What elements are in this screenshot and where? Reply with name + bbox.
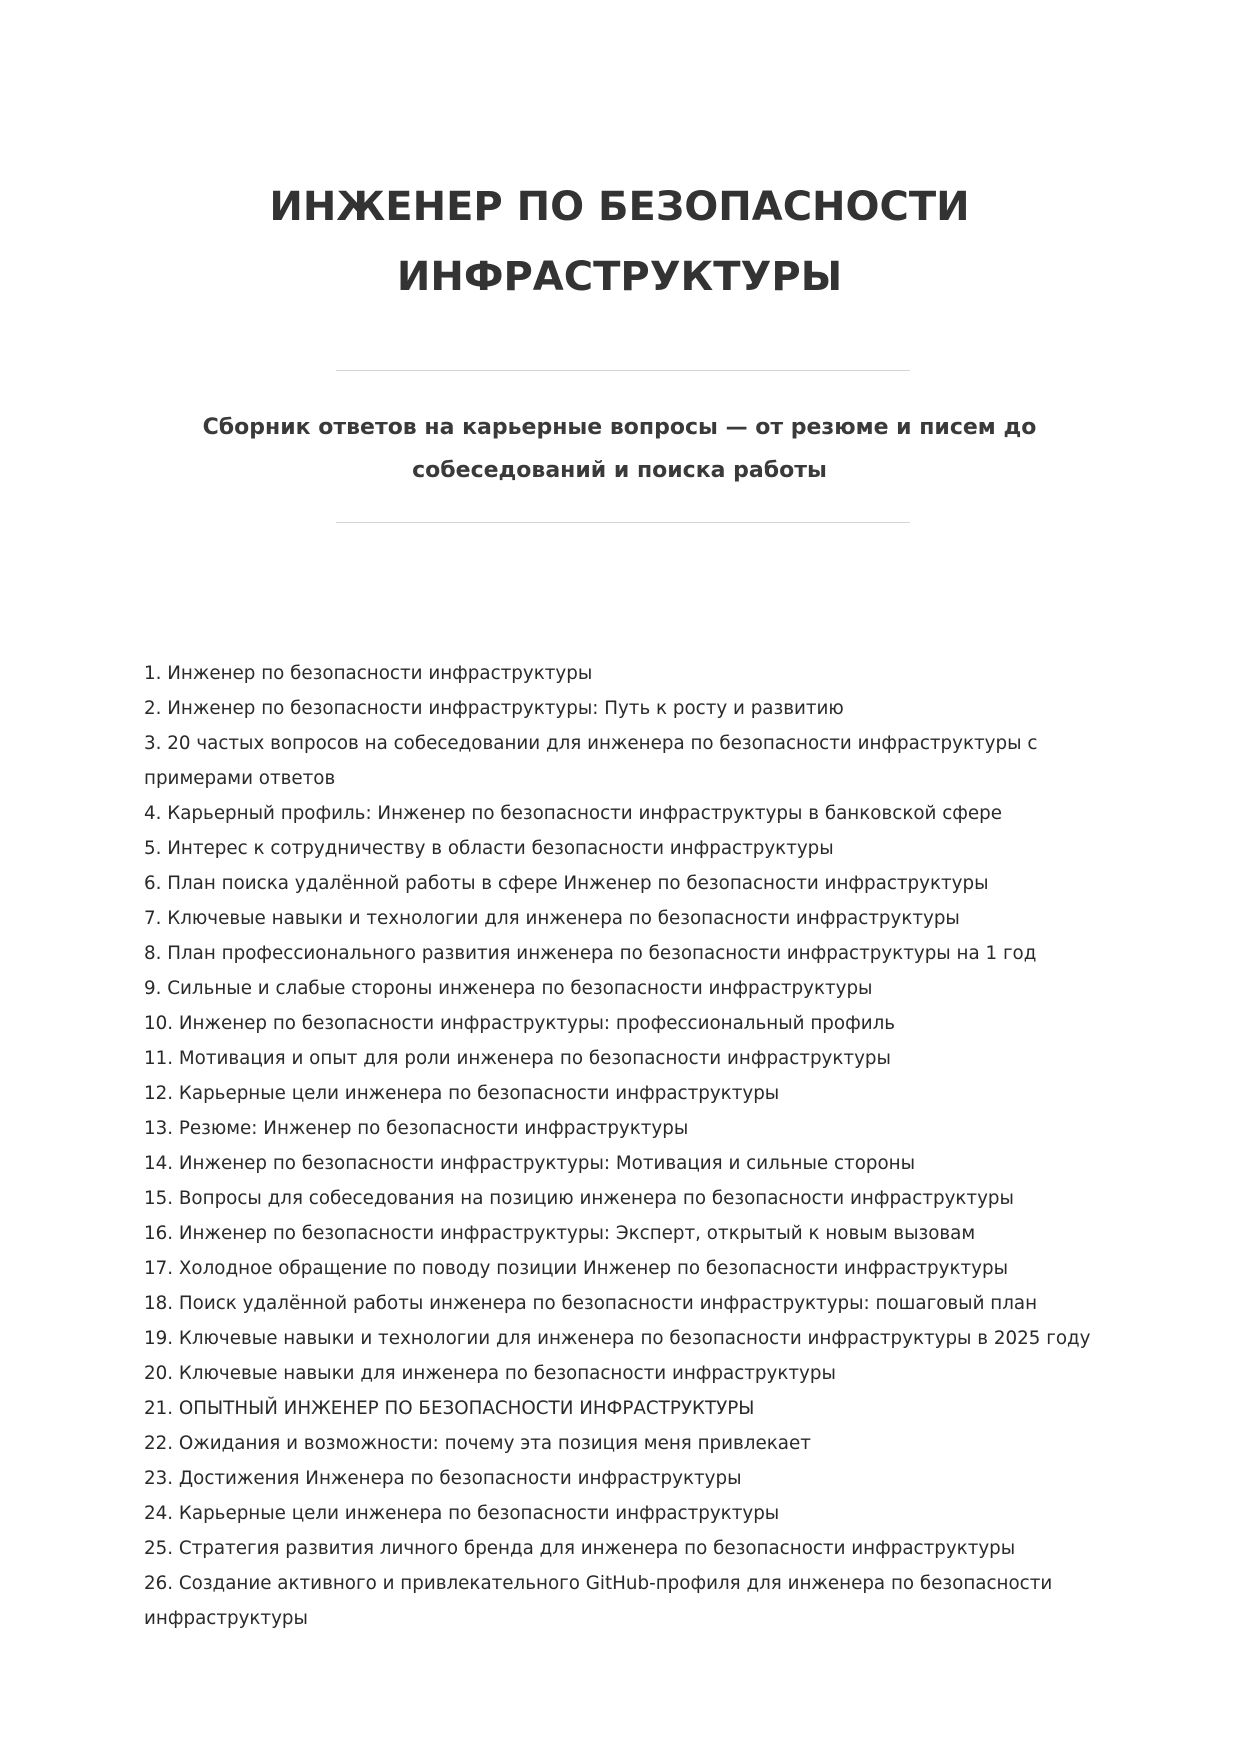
- document-title-line-1: ИНЖЕНЕР ПО БЕЗОПАСНОСТИ: [269, 184, 970, 230]
- toc-item: 7. Ключевые навыки и технологии для инженера по безопасности инфраструктуры: [144, 908, 960, 929]
- toc-item: 5. Интерес к сотрудничеству в области безопасности инфраструктуры: [144, 838, 834, 859]
- toc-item: 14. Инженер по безопасности инфраструктуры: Мотивация и сильные стороны: [144, 1153, 916, 1174]
- toc-item: 8. План профессионального развития инженера по безопасности инфраструктуры на 1 год: [144, 943, 1037, 964]
- divider-bottom: [336, 522, 910, 523]
- toc-item: 1. Инженер по безопасности инфраструктуры: [144, 663, 593, 684]
- toc-item: 17. Холодное обращение по поводу позиции Инженер по безопасности инфраструктуры: [144, 1258, 1009, 1279]
- document-title: [200, 172, 1039, 312]
- toc-item: 25. Стратегия развития личного бренда для инженера по безопасности инфраструктуры: [144, 1538, 1016, 1559]
- document-subtitle-line-2: собеседований и поиска работы: [412, 458, 827, 483]
- document-title-line-2: ИНФРАСТРУКТУРЫ: [396, 254, 843, 300]
- toc-item: 15. Вопросы для собеседования на позицию инженера по безопасности инфраструктуры: [144, 1188, 1014, 1209]
- toc-item: 16. Инженер по безопасности инфраструктуры: Эксперт, открытый к новым вызовам: [144, 1223, 976, 1244]
- toc-item: 12. Карьерные цели инженера по безопасности инфраструктуры: [144, 1083, 780, 1104]
- toc-item: 4. Карьерный профиль: Инженер по безопасности инфраструктуры в банковской сфере: [144, 803, 1003, 824]
- toc-item: 24. Карьерные цели инженера по безопасности инфраструктуры: [144, 1503, 780, 1524]
- toc-item: 10. Инженер по безопасности инфраструктуры: профессиональный профиль: [144, 1013, 896, 1034]
- toc-item: 20. Ключевые навыки для инженера по безопасности инфраструктуры: [144, 1363, 836, 1384]
- toc-item: 19. Ключевые навыки и технологии для инженера по безопасности инфраструктуры в 2025 году: [144, 1328, 1091, 1349]
- toc-item: 3. 20 частых вопросов на собеседовании для инженера по безопасности инфраструктуры с примерами ответов: [144, 733, 1038, 789]
- toc-item: 22. Ожидания и возможности: почему эта позиция меня привлекает: [144, 1433, 811, 1454]
- toc-item: 2. Инженер по безопасности инфраструктуры: Путь к росту и развитию: [144, 698, 844, 719]
- toc-item: 6. План поиска удалённой работы в сфере Инженер по безопасности инфраструктуры: [144, 873, 989, 894]
- toc-item: 23. Достижения Инженера по безопасности инфраструктуры: [144, 1468, 742, 1489]
- toc-item: 11. Мотивация и опыт для роли инженера по безопасности инфраструктуры: [144, 1048, 891, 1069]
- divider-top: [336, 370, 910, 371]
- toc-item: 21. ОПЫТНЫЙ ИНЖЕНЕР ПО БЕЗОПАСНОСТИ ИНФРАСТРУКТУРЫ: [144, 1398, 755, 1419]
- toc-item: 13. Резюме: Инженер по безопасности инфраструктуры: [144, 1118, 689, 1139]
- document-subtitle-line-1: Сборник ответов на карьерные вопросы — от резюме и писем до: [202, 415, 1037, 440]
- toc-item: 9. Сильные и слабые стороны инженера по безопасности инфраструктуры: [144, 978, 873, 999]
- toc-item: 26. Создание активного и привлекательного GitHub-профиля для инженера по безопасности инфраструктуры: [144, 1573, 1053, 1629]
- toc-item: 18. Поиск удалённой работы инженера по безопасности инфраструктуры: пошаговый план: [144, 1293, 1038, 1314]
- document-subtitle: [150, 406, 1089, 492]
- table-of-contents: [144, 656, 1094, 1636]
